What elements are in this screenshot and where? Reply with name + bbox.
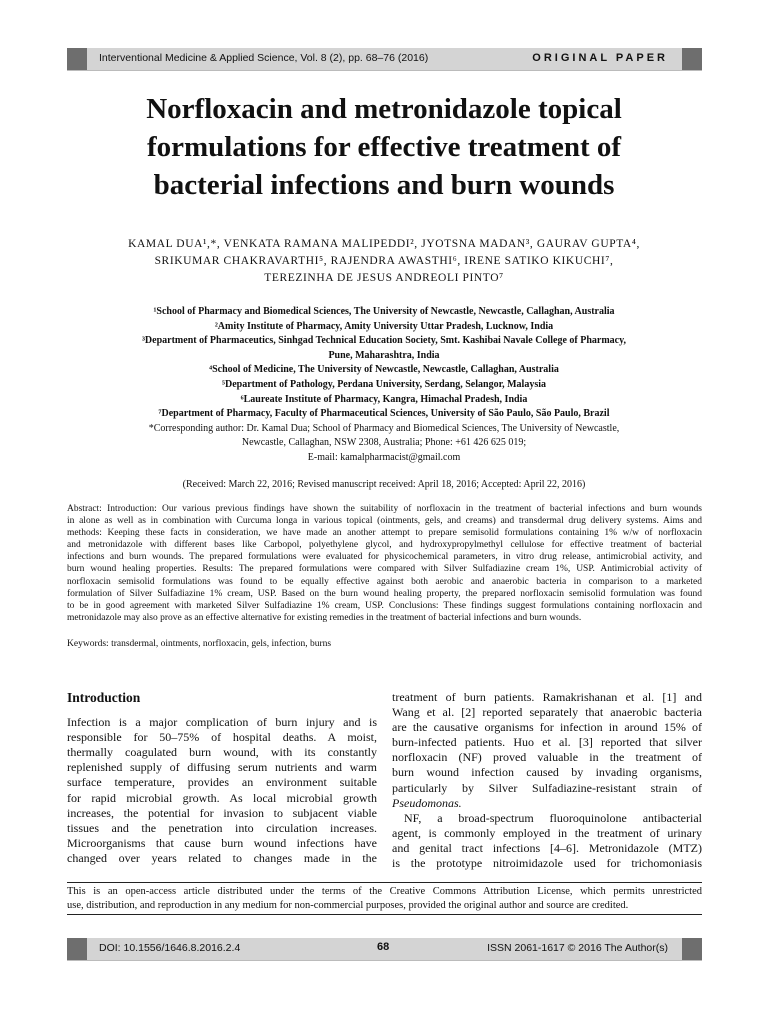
affiliation-line: ³Department of Pharmaceutics, Sinhgad Technical Education Society, Smt. Kashibai Navale College of Pharmacy, [141, 335, 627, 347]
abstract-line: burn wound healing properties. Results: The prepared formulations were compared with Silver Sulfadiazine cream 1%, USP. Antimicrobial activity of [67, 564, 702, 575]
paper-type-label: ORIGINAL PAPER [532, 52, 668, 64]
body-line: NF, a broad-spectrum fluoroquinolone antibacterial [404, 810, 702, 825]
footer-right-block [682, 938, 702, 960]
abstract-line: Abstract: Introduction: Our various previous findings have shown the suitability of norfloxacin in the treatment of bacterial infections and burn wounds [67, 504, 702, 514]
title-line: Norfloxacin and metronidazole topical [146, 93, 622, 125]
body-line: tissues and the penetration into circulation increases. [67, 820, 377, 835]
abstract-line: infections and burn wounds. The prepared formulations were evaluated for physicochemical parameters, in vitro drug release, antimicrobial activity, and [67, 552, 702, 563]
body-line: Pseudomonas. [392, 795, 462, 810]
body-line: burn-infected patients. Huo et al. [3] reported that silver [392, 735, 702, 750]
affiliations [40, 305, 728, 466]
body-line: is the prototype nitroimidazole used for trichomoniasis [392, 856, 702, 871]
body-line: Wang et al. [2] reported separately that anaerobic bacteria [392, 705, 702, 720]
body-column-right [392, 690, 702, 871]
corresponding-author-line: Newcastle, Callaghan, NSW 2308, Australia; Phone: +61 426 625 019; [241, 437, 527, 449]
body-line: increases, the potential for invasion to subjacent viable [67, 805, 377, 820]
issn-copyright: ISSN 2061-1617 © 2016 The Author(s) [487, 942, 668, 954]
body-line: particularly by Silver Sulfadiazine-resistant strain of [392, 780, 702, 795]
body-column-left [67, 690, 377, 866]
license-line: This is an open-access article distributed under the terms of the Creative Commons Attribution License, which permits unrestricted [67, 886, 702, 897]
affiliation-line: ¹School of Pharmacy and Biomedical Sciences, The University of Newcastle, Newcastle, Callaghan, Australia [153, 306, 615, 317]
corresponding-author-email: E-mail: kamalpharmacist@gmail.com [307, 451, 461, 463]
paper-title [40, 90, 728, 204]
body-line: replenished supply of diffusing serum nutrients and warm [67, 760, 377, 775]
license-notice [67, 882, 702, 915]
body-line: Infection is a major complication of burn injury and is [67, 715, 377, 730]
body-line: for rapid microbial growth. As local microbial growth [67, 790, 377, 805]
affiliation-line: ⁵Department of Pathology, Perdana University, Serdang, Selangor, Malaysia [221, 378, 546, 390]
abstract-line: in alone as well as in combination with Curcuma longa in various topical (ointments, gels, and creams) and transdermal drug delivery systems. Aims and [67, 516, 702, 527]
author-line: SRIKUMAR CHAKRAVARTHI⁵, RAJENDRA AWASTHI⁶, IRENE SATIKO KIKUCHI⁷, [154, 255, 614, 267]
section-heading-introduction: Introduction [67, 690, 141, 705]
corresponding-author-line: *Corresponding author: Dr. Kamal Dua; School of Pharmacy and Biomedical Sciences, The University of Newcastle, [148, 422, 620, 434]
abstract-line: metronidazole may also prove as an effective alternative for existing remedies in the treatment of bacterial infections and burn wounds. [67, 612, 582, 623]
footer-left-block [67, 938, 87, 960]
affiliation-line: ⁴School of Medicine, The University of Newcastle, Newcastle, Callaghan, Australia [209, 364, 559, 376]
header-left-block [67, 48, 87, 70]
body-line: and genital tract infections [4–6]. Metronidazole (MTZ) [392, 840, 702, 855]
body-line: Microorganisms that cause burn wound infections have [67, 835, 377, 850]
author-line: TEREZINHA DE JESUS ANDREOLI PINTO⁷ [264, 272, 504, 284]
body-line: burn wound infection caused by invading organisms, [392, 765, 702, 780]
affiliation-line: ²Amity Institute of Pharmacy, Amity University Uttar Pradesh, Lucknow, India [214, 320, 554, 332]
received-dates: (Received: March 22, 2016; Revised manuscript received: April 18, 2016; Accepted: April 22, 2016) [182, 479, 586, 490]
affiliation-line: ⁶Laureate Institute of Pharmacy, Kangra, Himachal Pradesh, India [240, 393, 528, 405]
body-line: surface temperature, provides an environment suitable [67, 775, 377, 790]
abstract-line: methods: Keeping these facts in consideration, we have made an another attempt to prepare semisolid formulations containing 1% w/w of norfloxacin [67, 528, 702, 539]
doi: DOI: 10.1556/1646.8.2016.2.4 [99, 942, 241, 954]
abstract-line: to be in good agreement with marketed Silver Sulfadiazine 1% cream, USP. Conclusions: These findings suggest formulations containing norfloxacin and [67, 600, 702, 611]
body-line: responsible for 50–75% of hospital deaths. A moist, [67, 730, 377, 745]
journal-citation: Interventional Medicine & Applied Science, Vol. 8 (2), pp. 68–76 (2016) [99, 52, 429, 64]
footer-bar [67, 938, 702, 961]
affiliation-line: Pune, Maharashtra, India [328, 349, 440, 361]
page-number: 68 [377, 941, 390, 953]
license-line: use, distribution, and reproduction in any medium for non-commercial purposes, provided the original author and source are credited. [67, 899, 629, 911]
title-line: formulations for effective treatment of [146, 131, 622, 163]
keywords: Keywords: transdermal, ointments, norfloxacin, gels, infection, burns [67, 639, 332, 649]
author-list [40, 236, 728, 287]
body-line: agent, is commonly employed in the treatment of urinary [392, 825, 702, 840]
author-line: KAMAL DUA¹,*, VENKATA RAMANA MALIPEDDI², JYOTSNA MADAN³, GAURAV GUPTA⁴, [128, 238, 640, 250]
abstract [67, 503, 702, 624]
title-line: bacterial infections and burn wounds [153, 169, 615, 201]
body-line: changed over years related to changes made in the [67, 850, 377, 865]
affiliation-line: ⁷Department of Pharmacy, Faculty of Pharmaceutical Sciences, University of São Paulo, São Paulo, Brazil [158, 408, 610, 420]
abstract-line: formulation of Silver Sulfadiazine 1% cream, USP. Based on the burn wound healing property, the prepared norfloxacin semisolid formulation was found [67, 588, 702, 599]
body-line: thermally coagulated burn wound, with its constantly [67, 745, 377, 760]
abstract-line: norfloxacin semisolid formulations was found to be equally effective against both aerobic and anaerobic bacteria in comparison to a marketed [67, 576, 702, 587]
body-line: treatment of burn patients. Ramakrishanan et al. [1] and [392, 690, 702, 704]
body-line: norfloxacin (NF) proved valuable in the treatment of [392, 750, 702, 765]
header-right-block [682, 48, 702, 70]
abstract-line: and metronidazole with different bases like Carbopol, polyethylene glycol, and hydroxypropylmethyl cellulose for effective treatment of bacterial [67, 540, 702, 551]
header-bar [67, 48, 702, 71]
body-line: are the causative organisms for infection in around 15% of [392, 720, 702, 735]
